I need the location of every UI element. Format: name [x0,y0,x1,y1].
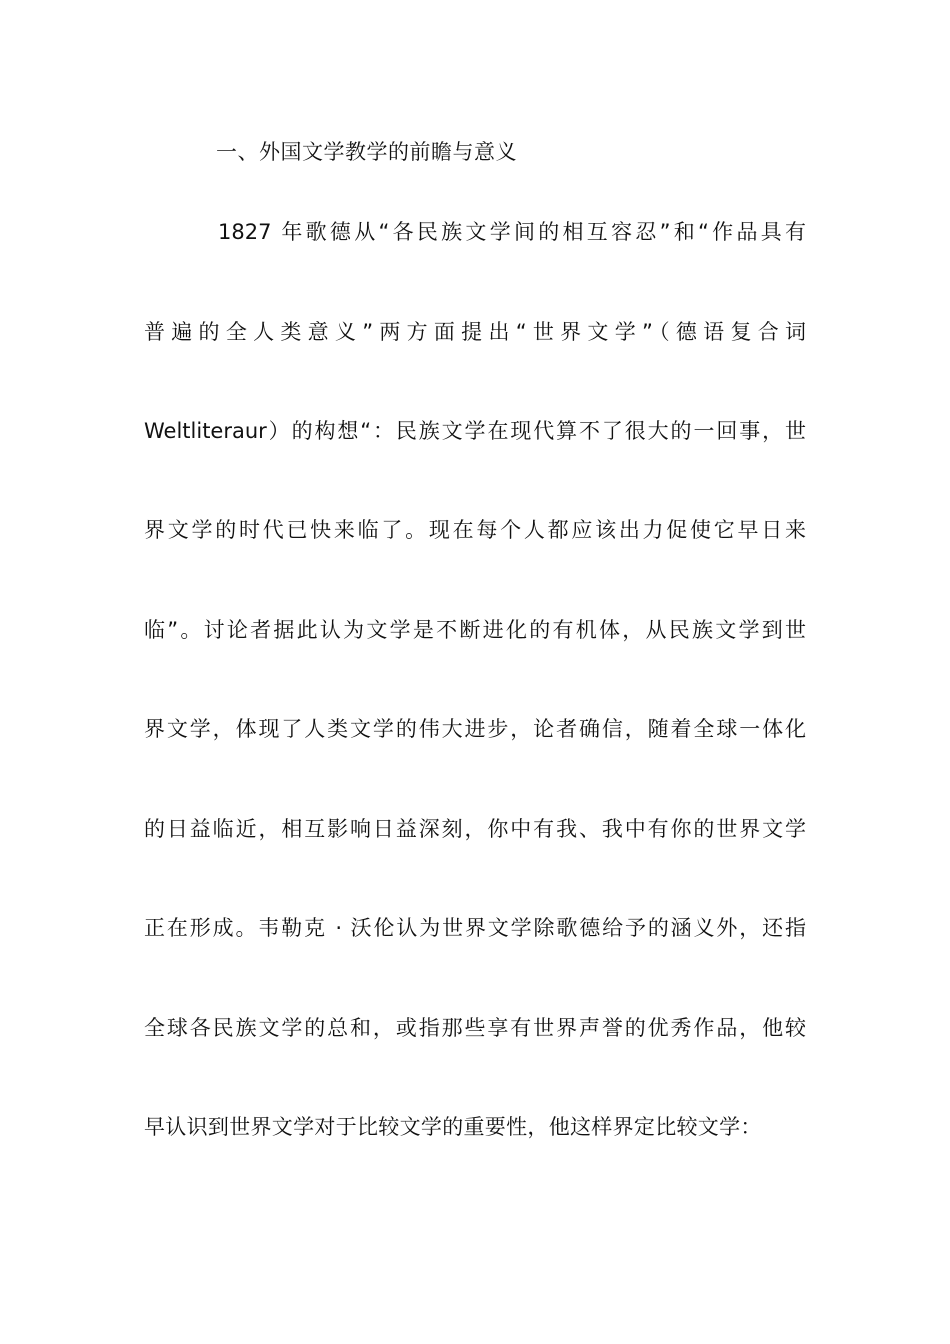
paragraph-line: 的日益临近，相互影响日益深刻，你中有我、我中有你的世界文学 [144,817,806,841]
paragraph-line: 正在形成。韦勒克 · 沃伦认为世界文学除歌德给予的涵义外，还指 [144,916,806,940]
paragraph-line: 普遍的全人类意义”两方面提出“世界文学”（德语复合词 [144,320,806,344]
paragraph-line: 早认识到世界文学对于比较文学的重要性，他这样界定比较文学： [144,1115,762,1139]
paragraph-line: 全球各民族文学的总和，或指那些享有世界声誉的优秀作品，他较 [144,1016,806,1040]
section-heading: 一、外国文学教学的前瞻与意义 [216,140,517,164]
paragraph-line: 界文学，体现了人类文学的伟大进步，论者确信，随着全球一体化 [144,717,806,741]
paragraph-line: 界文学的时代已快来临了。现在每个人都应该出力促使它早日来 [144,518,806,542]
paragraph-line: 1827 年歌德从“各民族文学间的相互容忍”和“作品具有 [218,220,806,244]
paragraph-line: 临”。讨论者据此认为文学是不断进化的有机体，从民族文学到世 [144,618,806,642]
paragraph-line: Weltliteraur）的构想“：民族文学在现代算不了很大的一回事，世 [144,419,806,443]
